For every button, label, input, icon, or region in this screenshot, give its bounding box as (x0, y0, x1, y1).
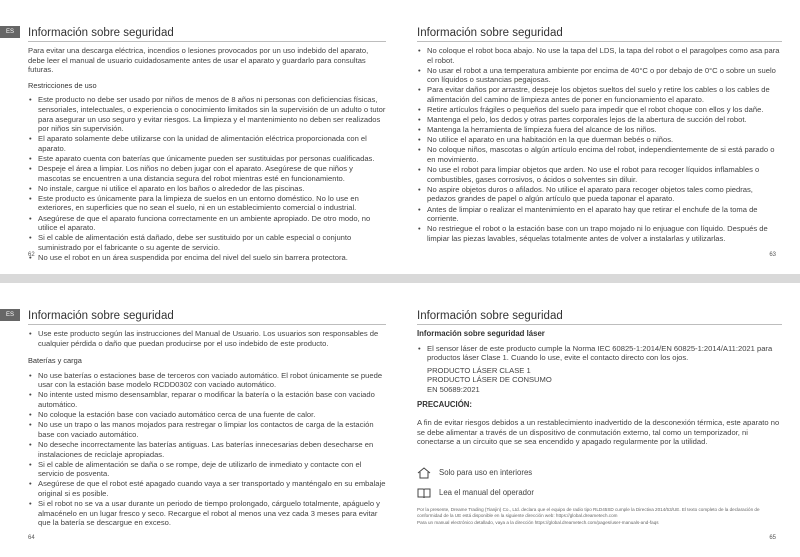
list-item: • No utilice el aparato en una habitación en la que duerman bebés o niños. (417, 135, 782, 145)
list-item: • Antes de limpiar o realizar el mantenimiento en el aparato hay que retirar el enchufe de la toma de corriente. (417, 205, 782, 224)
read-manual-label: Lea el manual del operador (439, 488, 534, 498)
language-tab: ES (0, 309, 20, 321)
list-item: • Despeje el área a limpiar. Los niños no deben jugar con el aparato. Asegúrese de que niños y mascotas se encuentren a una distancia segura del robot mientras esté en funcionamiento. (28, 164, 386, 183)
list-item: • Si el cable de alimentación está dañado, debe ser sustituido por un cable especial o conjunto suministrado por el fabricante o su agente de servicio. (28, 233, 386, 252)
list-item: • Use este producto según las instrucciones del Manual de Usuario. Los usuarios son responsables de cualquier pérdida o daño que puedan producirse por el uso indebido de este producto. (28, 329, 386, 348)
list-item: • No coloque niños, mascotas o algún artículo encima del robot, independientemente de si está parado o en movimiento. (417, 145, 782, 164)
list-item: • Mantenga el pelo, los dedos y otras partes corporales lejos de la abertura de succión del robot. (417, 115, 782, 125)
conformity-notice (417, 507, 782, 526)
list-item: • No use baterías o estaciones base de terceros con vaciado automático. El robot únicamente se puede usar con la estación base modelo RCDD0302 con vaciado automático. (28, 371, 386, 390)
bullet-list (28, 95, 386, 262)
bullet-list (28, 329, 386, 348)
list-item: • Este producto no debe ser usado por niños de menos de 8 años ni personas con deficiencias físicas, sensoriales, intelectuales, o experiencia o conocimiento limitados sin la supervisión de un adulto o tutor para asegurar un uso seguro y evitar riesgos. La limpieza y el mantenimiento no deben ser realizados por niños sin supervisión. (28, 95, 386, 133)
list-item: • No aspire objetos duros o afilados. No utilice el aparato para recoger objetos tales como piedras, pedazos grandes de papel o algún artículo que pueda taponar el aparato. (417, 185, 782, 204)
page-title: Información sobre seguridad (417, 310, 563, 322)
title-divider (28, 324, 386, 325)
house-icon (417, 467, 431, 479)
list-item: • Asegúrese de que el aparato funciona correctamente en un ambiente apropiado. De otro modo, no utilice el aparato. (28, 214, 386, 233)
manual-link-text: Para un manual electrónico detallado, vaya a la dirección https://global.dreametech.com/pages/user-manuals-and-faqs (417, 519, 659, 525)
list-item: • No coloque el robot boca abajo. No use la tapa del LDS, la tapa del robot o el paragolpes como asa para el robot. (417, 46, 782, 65)
section-subhead: Restricciones de uso (28, 80, 97, 90)
list-item: • No use el robot en un área suspendida por encima del nivel del suelo sin barrera protectora. (28, 253, 386, 263)
bullet-list (417, 46, 782, 243)
bullet-list (28, 371, 386, 528)
list-item: • No instale, cargue ni utilice el aparato en los baños o alrededor de las piscinas. (28, 184, 386, 194)
intro-paragraph: Para evitar una descarga eléctrica, incendios o lesiones provocados por un uso indebido del aparato, debe leer el manual de usuario cuidadosamente antes de usar el aparato y guardarlo para consultas futuras. (28, 46, 369, 75)
page-number: 63 (769, 252, 776, 258)
page-content (28, 46, 386, 263)
bullet-list (417, 344, 782, 363)
indoor-use-row (417, 467, 782, 479)
page-title: Información sobre seguridad (417, 27, 563, 39)
page-title: Información sobre seguridad (28, 27, 174, 39)
title-divider (417, 324, 782, 325)
list-item: • No usar el robot a una temperatura ambiente por encima de 40°C o por debajo de 0°C o sobre un suelo con líquidos o sustancias pegajosas. (417, 66, 782, 85)
list-item: • Para evitar daños por arrastre, despeje los objetos sueltos del suelo y retire los cables o los cables de alimentación del camino de limpieza antes de poner en funcionamiento el aparato. (417, 85, 782, 104)
list-item: • Retire artículos frágiles o pequeños del suelo para impedir que el robot choque con ellos y los dañe. (417, 105, 782, 115)
page-number: 65 (769, 535, 776, 541)
page-62 (0, 0, 400, 274)
section-subhead: Información sobre seguridad láser (417, 329, 545, 338)
language-tab: ES (0, 26, 20, 38)
indoor-use-label: Solo para uso en interiores (439, 468, 533, 478)
page-content (417, 329, 782, 526)
title-divider (28, 41, 386, 42)
list-item: • No intente usted mismo desensamblar, reparar o modificar la batería o la estación base con vaciado automático. (28, 390, 386, 409)
laser-item: • El sensor láser de este producto cumple la Norma IEC 60825-1:2014/EN 60825-1:2014/A11:2021 para productos láser Clase 1. Cuando lo use, evite el contacto directo con los ojos. (417, 344, 782, 363)
list-item: • Este producto es únicamente para la limpieza de suelos en un entorno doméstico. No lo use en exteriores, en superficies que no sean el suelo, ni en un establecimiento comercial o industrial. (28, 194, 386, 213)
page-64 (0, 283, 400, 557)
list-item: • No deseche incorrectamente las baterías antiguas. Las baterías innecesarias deben desecharse en instalaciones de reciclaje apropiadas. (28, 440, 386, 459)
spread-bottom (0, 283, 800, 557)
page-content (417, 46, 782, 244)
list-item: • No coloque la estación base con vaciado automático cerca de una fuente de calor. (28, 410, 386, 420)
read-manual-row (417, 487, 782, 499)
laser-classification (417, 366, 782, 395)
laser-line: PRODUCTO LÁSER CLASE 1 (427, 365, 531, 375)
laser-line: PRODUCTO LÁSER DE CONSUMO (427, 375, 552, 385)
caution-heading: PRECAUCIÓN: (417, 399, 473, 409)
page-title: Información sobre seguridad (28, 310, 174, 322)
list-item: • Si el robot no se va a usar durante un periodo de tiempo prolongado, cárguelo totalmente, apáguelo y almacénelo en un lugar fresco y seco. Recargue el robot al menos una vez cada 3 meses para evitar que la batería se descargue en exceso. (28, 499, 386, 528)
page-65 (400, 283, 800, 557)
page-number: 64 (28, 535, 35, 541)
page-content (28, 329, 386, 528)
caution-paragraph: A fin de evitar riesgos debidos a un restablecimiento inadvertido de la desconexión térmica, este aparato no se debe alimentar a través de un dispositivo de conmutación externo, tal como un temporizador, ni conectarse a un circuito que se sea encendido y apagado regularmente por la utilidad. (417, 418, 780, 447)
list-item: • El aparato solamente debe utilizarse con la unidad de alimentación eléctrica proporcionada con el aparato. (28, 134, 386, 153)
laser-line: EN 50689:2021 (427, 384, 480, 394)
section-subhead: Baterías y carga (28, 356, 82, 366)
list-item: • Si el cable de alimentación se daña o se rompe, deje de utilizarlo de inmediato y contacte con el servicio de posventa. (28, 460, 386, 479)
list-item: • Este aparato cuenta con baterías que únicamente pueden ser sustituidas por personas cualificadas. (28, 154, 386, 164)
page-63 (400, 0, 800, 274)
open-book-icon (417, 487, 431, 499)
spread-top (0, 0, 800, 274)
list-item: • Mantenga la herramienta de limpieza fuera del alcance de los niños. (417, 125, 782, 135)
conformity-text: Por la presente, Dreame Trading (Tianjin) Co., Ltd. declara que el equipo de radio tipo RLD45SD cumple la Directiva 2014/53/UE. El texto completo de la declaración de conformidad de la UE está disponible en la siguiente dirección web: https://global.dreametech.com (417, 506, 760, 519)
list-item: • No use el robot para limpiar objetos que arden. No use el robot para recoger líquidos inflamables o combustibles, gases corrosivos, o ácidos o solventes sin diluir. (417, 165, 782, 184)
list-item: • Asegúrese de que el robot esté apagado cuando vaya a ser transportado y manténgalo en su embalaje original si es posible. (28, 479, 386, 498)
title-divider (417, 41, 782, 42)
list-item: • No restriegue el robot o la estación base con un trapo mojado ni lo enjuague con líquido. Después de limpiar las piezas lavables, séquelas totalmente antes de volver a instalarlas y utilizarlas. (417, 224, 782, 243)
list-item: • No use un trapo o las manos mojados para restregar o limpiar los contactos de carga de la estación base con vaciado automático. (28, 420, 386, 439)
page-number: 62 (28, 252, 35, 258)
